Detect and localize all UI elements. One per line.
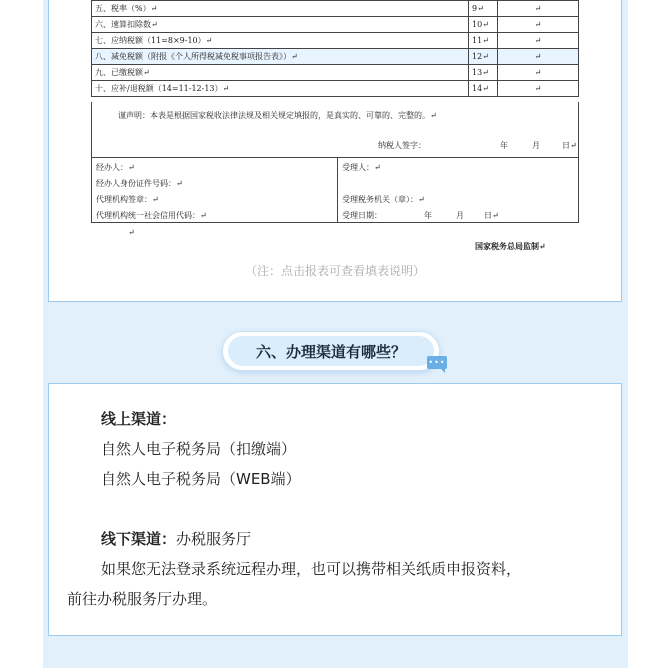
agent-divider (337, 158, 338, 222)
table-row (92, 1, 579, 17)
tax-form-table[interactable] (91, 0, 579, 97)
row-label: 六、速算扣除数↵ (92, 17, 469, 33)
row-number: 11↵ (469, 33, 498, 49)
table-row (92, 81, 579, 97)
tax-authority-label: 受理税务机关（章）：↵ (342, 195, 425, 204)
row-number: 9↵ (469, 1, 498, 17)
offline-description-cont: 前往办税服务厅办理。 (67, 590, 218, 608)
row-value: ↵ (498, 65, 579, 81)
receipt-day-label: 日↵ (484, 211, 499, 220)
supervisor-label: 国家税务总局监制↵ (475, 241, 546, 251)
online-channel-title: 线上渠道： (101, 410, 177, 428)
offline-channel-title: 线下渠道： (101, 530, 177, 548)
table-row (92, 17, 579, 33)
agency-seal-label: 代理机构签章：↵ (96, 195, 159, 204)
row-number: 12↵ (469, 49, 498, 65)
receiver-label: 受理人：↵ (342, 163, 381, 172)
row-label: 十、应补/退税额（14=11-12-13）↵ (92, 81, 469, 97)
receipt-date-label: 受理日期： (342, 211, 382, 220)
section-heading (222, 331, 440, 371)
offline-channel-value: 办税服务厅 (176, 530, 252, 548)
year-label: 年 (500, 141, 508, 150)
table-row (92, 49, 579, 65)
table-row (92, 33, 579, 49)
declaration-text: 谨声明：本表是根据国家税收法律法规及相关规定填报的，是真实的、可靠的、完整的。↵ (118, 111, 437, 120)
agent-box (91, 157, 579, 223)
chat-bubble-icon: ••• (428, 358, 446, 367)
row-label: 九、已缴税额↵ (92, 65, 469, 81)
row-value: ↵ (498, 17, 579, 33)
form-note[interactable]: （注：点击报表可查看填表说明） (244, 264, 425, 278)
day-label: 日↵ (562, 141, 577, 150)
row-label: 八、减免税额（附报《个人所得税减免税事项报告表》）↵ (92, 49, 469, 65)
row-value: ↵ (498, 33, 579, 49)
taxpayer-signature-label: 纳税人签字： (378, 141, 426, 150)
month-label: 月 (532, 141, 540, 150)
row-value: ↵ (498, 1, 579, 17)
row-label: 五、税率（%）↵ (92, 1, 469, 17)
declaration-box (91, 102, 579, 158)
receipt-year-label: 年 (424, 211, 432, 220)
agent-id-label: 经办人身份证件号码：↵ (96, 179, 183, 188)
row-number: 13↵ (469, 65, 498, 81)
return-mark: ↵ (128, 228, 135, 237)
row-label: 七、应纳税额（11=8×9-10）↵ (92, 33, 469, 49)
agent-label: 经办人：↵ (96, 163, 135, 172)
row-number: 10↵ (469, 17, 498, 33)
row-number: 14↵ (469, 81, 498, 97)
online-channel-item: 自然人电子税务局（WEB端） (101, 470, 301, 488)
online-channel-item: 自然人电子税务局（扣缴端） (101, 440, 297, 458)
agency-credit-code-label: 代理机构统一社会信用代码：↵ (96, 211, 207, 220)
channels-content (67, 404, 612, 614)
table-row (92, 65, 579, 81)
section-title: 六、办理渠道有哪些？ (228, 336, 434, 366)
receipt-month-label: 月 (456, 211, 464, 220)
row-value: ↵ (498, 81, 579, 97)
row-value: ↵ (498, 49, 579, 65)
offline-description: 如果您无法登录系统远程办理，也可以携带相关纸质申报资料， (101, 560, 522, 578)
